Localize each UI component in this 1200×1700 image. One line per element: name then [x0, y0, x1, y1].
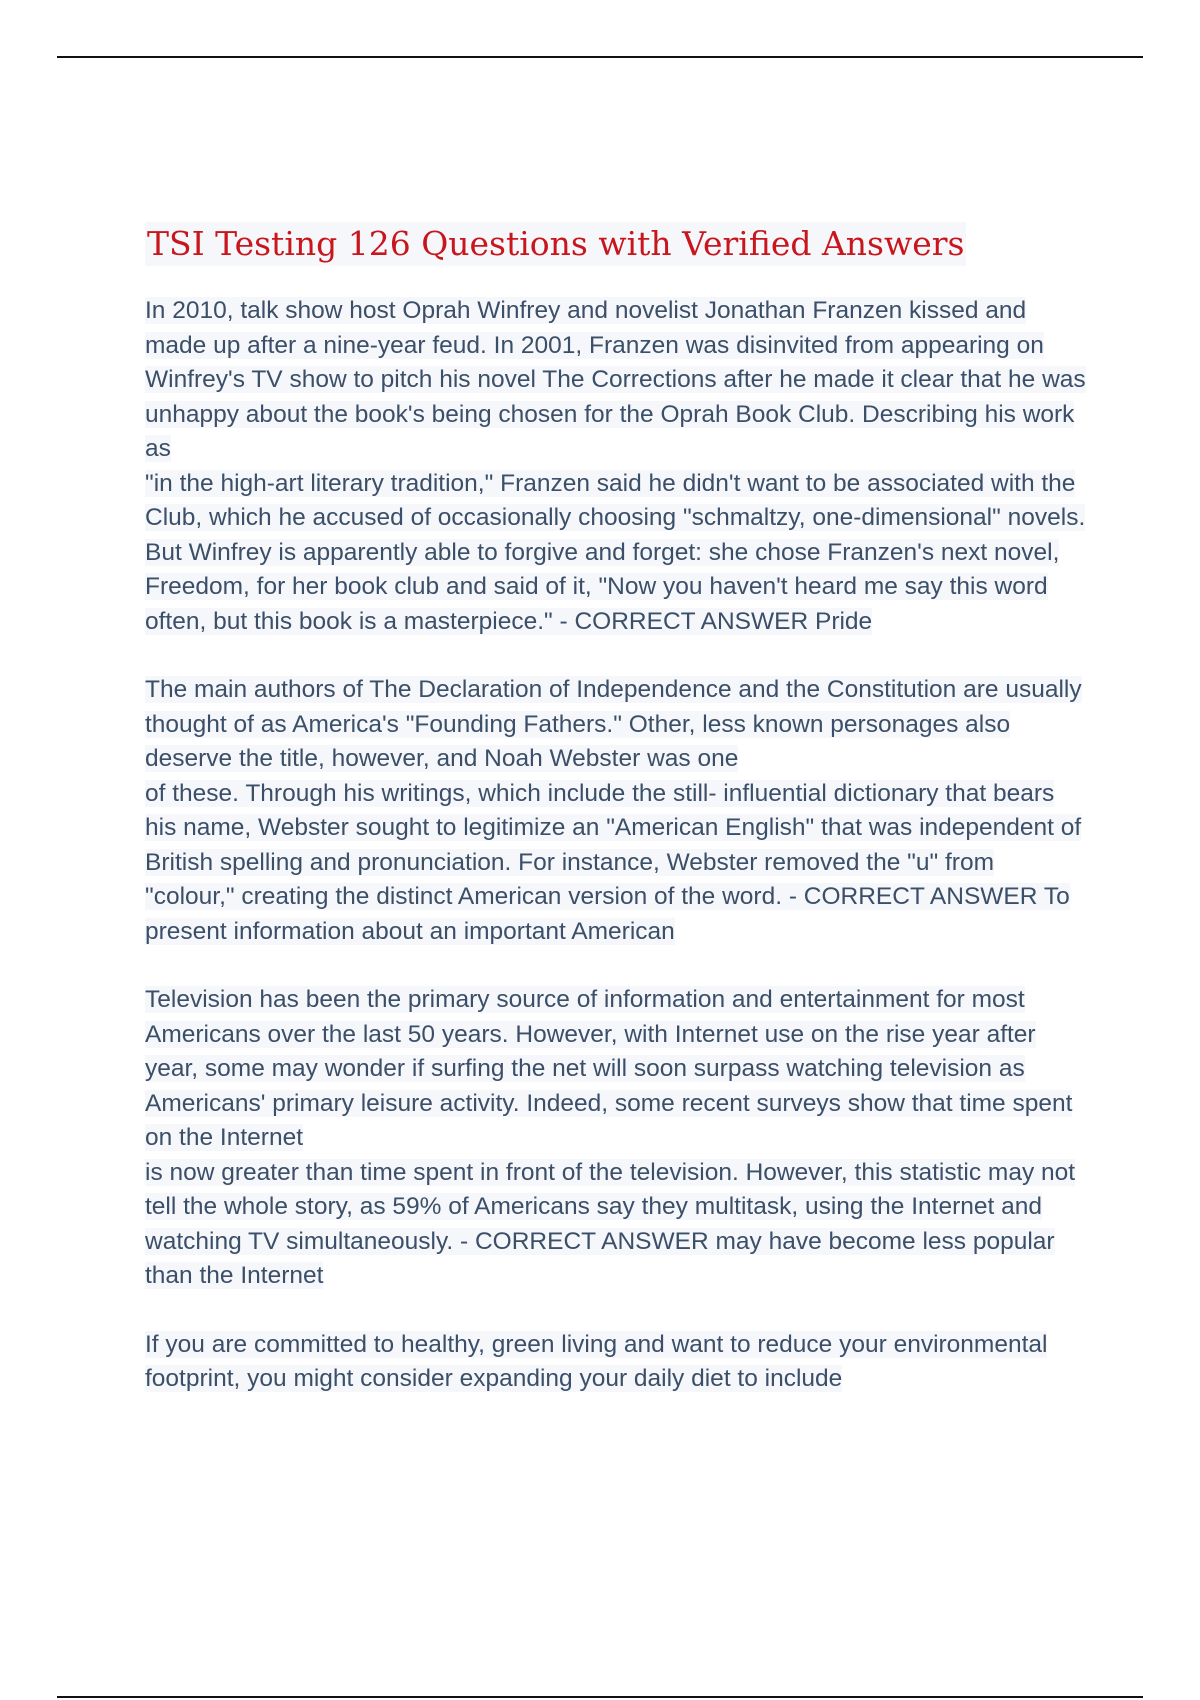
- question-1: [145, 294, 1090, 639]
- document-title: TSI Testing 126 Questions with Verified Answers: [145, 222, 966, 266]
- question-2-paragraph-2: [145, 777, 1090, 950]
- question-3-paragraph-1: [145, 983, 1090, 1156]
- question-2-text-1: The main authors of The Declaration of Independence and the Constitution are usually thought of as America's "Founding Fathers." Other, less known personages also deserve the title, however, and Noah Webster was one: [145, 676, 1082, 772]
- question-3-text-2: is now greater than time spent in front of the television. However, this statistic may not tell the whole story, as 59% of Americans say they multitask, using the Internet and watching TV simultaneously. - CORRECT ANSWER may have become less popular than the Internet: [145, 1158, 1076, 1289]
- question-3: [145, 983, 1090, 1294]
- question-4: [145, 1328, 1090, 1397]
- question-4-paragraph-1: [145, 1328, 1090, 1397]
- question-3-paragraph-2: [145, 1156, 1090, 1294]
- question-3-text-1: Television has been the primary source of information and entertainment for most Americans over the last 50 years. However, with Internet use on the rise year after year, some may wonder if surfing the net will soon surpass watching television as Americans' primary leisure activity. Indeed, some recent surveys show that time spent on the Internet: [145, 986, 1073, 1151]
- question-4-text-1: If you are committed to healthy, green living and want to reduce your environmental footprint, you might consider expanding your daily diet to include: [145, 1330, 1048, 1392]
- page-content: [145, 222, 1090, 1431]
- question-1-text-2: "in the high-art literary tradition," Franzen said he didn't want to be associated with the Club, which he accused of occasionally choosing "schmaltzy, one-dimensional" novels. But Winfrey is apparently able to forgive and forget: she chose Franzen's next novel, Freedom, for her book club and said of it, "Now you haven't heard me say this word often, but this book is a masterpiece." - CORRECT ANSWER Pride: [145, 469, 1086, 635]
- header-rule: [57, 56, 1143, 58]
- question-1-paragraph-2: [145, 467, 1090, 640]
- question-1-text-1: In 2010, talk show host Oprah Winfrey and novelist Jonathan Franzen kissed and made up after a nine-year feud. In 2001, Franzen was disinvited from appearing on Winfrey's TV show to pitch his novel The Corrections after he made it clear that he was unhappy about the book's being chosen for the Oprah Book Club. Describing his work as: [145, 297, 1086, 462]
- question-2-paragraph-1: [145, 673, 1090, 777]
- question-2-text-2: of these. Through his writings, which include the still- influential dictionary that bears his name, Webster sought to legitimize an "American English" that was independent of British spelling and pronunciation. For instance, Webster removed the "u" from "colour," creating the distinct American version of the word. - CORRECT ANSWER To present information about an important American: [145, 779, 1082, 945]
- question-1-paragraph-1: [145, 294, 1090, 467]
- footer-rule: [57, 1696, 1143, 1698]
- question-2: [145, 673, 1090, 949]
